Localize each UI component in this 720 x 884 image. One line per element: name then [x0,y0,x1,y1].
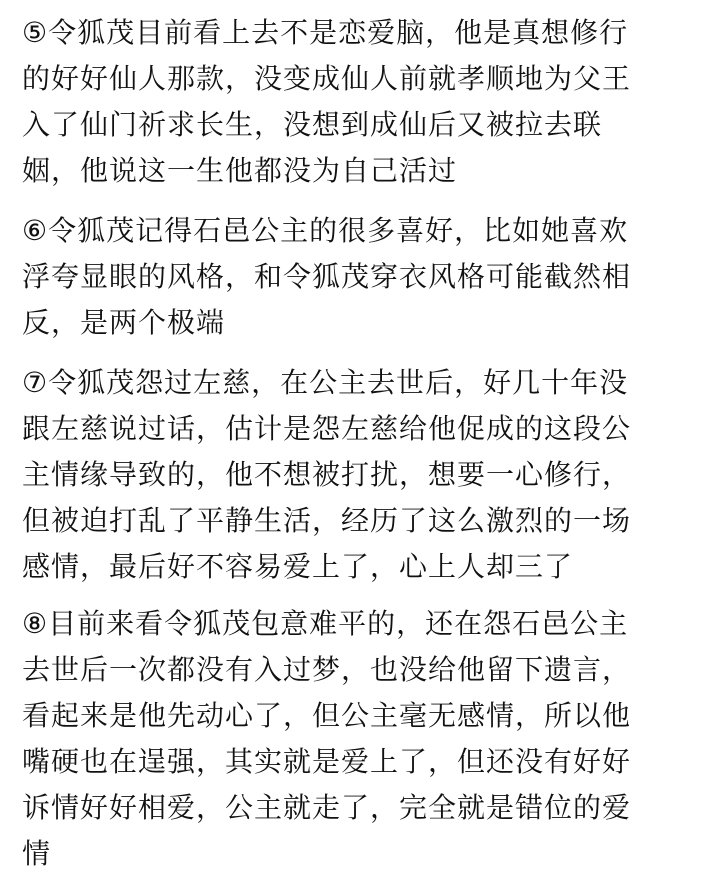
text-line: ⑤令狐茂目前看上去不是恋爱脑，他是真想修行 [22,16,629,49]
text-line: 去世后一次都没有入过梦，也没给他留下遗言， [22,653,632,686]
text-line: 嘴硬也在逞强，其实就是爱上了，但还没有好好 [22,745,632,778]
text-line: 反，是两个极端 [22,306,226,339]
text-line: ⑥令狐茂记得石邑公主的很多喜好，比如她喜欢 [22,214,629,247]
text-line: 跟左慈说过话，估计是怨左慈给他促成的这段公 [22,412,632,445]
text-line: 情 [22,837,52,870]
text-line: ⑦令狐茂怨过左慈，在公主去世后，好几十年没 [22,366,629,399]
paragraph-7 [22,360,702,590]
text-line: 但被迫打乱了平静生活，经历了这么激烈的一场 [22,504,632,537]
text-line: 入了仙门祈求长生，没想到成仙后又被拉去联 [22,108,603,141]
paragraph-8 [22,601,702,877]
paragraph-6 [22,208,702,346]
text-line: 浮夸显眼的风格，和令狐茂穿衣风格可能截然相 [22,260,632,293]
text-line: ⑧目前来看令狐茂包意难平的，还在怨石邑公主 [22,607,629,640]
text-line: 诉情好好相爱，公主就走了，完全就是错位的爱 [22,791,632,824]
text-line: 姻，他说这一生他都没为自己活过 [22,154,458,187]
text-line: 看起来是他先动心了，但公主毫无感情，所以他 [22,699,632,732]
text-line: 的好好仙人那款，没变成仙人前就孝顺地为父王 [22,62,632,95]
text-line: 主情缘导致的，他不想被打扰，想要一心修行， [22,458,632,491]
paragraph-5 [22,10,702,194]
text-line: 感情，最后好不容易爱上了，心上人却三了 [22,550,574,583]
